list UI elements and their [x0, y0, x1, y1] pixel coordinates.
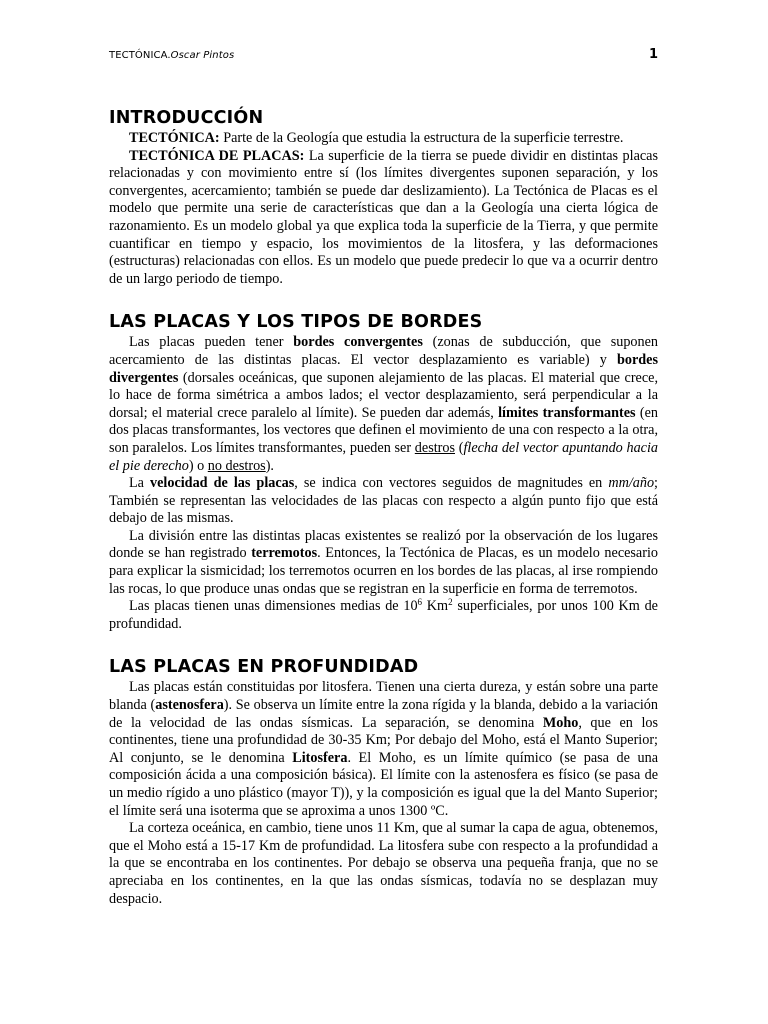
- term-bordes-convergentes: bordes convergentes: [293, 334, 423, 351]
- text-run: , que en los continentes, tiene una profundidad de 30-35 Km; Por debajo del Moho, está el Manto Superior; Al conjunto, se le denomina: [109, 714, 658, 766]
- section-heading-profundidad: LAS PLACAS EN PROFUNDIDAD: [109, 657, 419, 678]
- running-title: [109, 50, 234, 61]
- paragraph-text: Parte de la Geología que estudia la estructura de la superficie terrestre.: [219, 130, 624, 146]
- term-moho: Moho: [542, 714, 579, 731]
- text-run: La división entre las distintas placas existentes se realizó por la observación de los lugares donde se han registrado: [109, 527, 658, 562]
- text-run: (dorsales oceánicas, que suponen alejamiento de las placas. El material que crece, lo hace de forma simétrica a ambos lados; el vector desplazamiento, será perpendicular a la dorsal; el material crece paralelo al límite). Se pueden dar además,: [109, 369, 658, 421]
- text-run: La: [129, 475, 151, 492]
- term-terremotos: terremotos: [251, 545, 318, 562]
- text-run: (en dos placas transformantes, los vectores que definen el movimiento de una con respecto a la otra, son paralelos. Los límites transformantes, pueden ser: [109, 404, 658, 456]
- term-no-destros: no destros: [207, 457, 266, 474]
- paragraph-text: La superficie de la tierra se puede dividir en distintas placas relacionadas y con movimiento entre sí (los límites divergentes suponen separación, y los convergentes, acercamiento; también se puede dar deslizamiento). La Tectónica de Placas es el modelo que permite una serie de características que dan a la Geología una cierta lógica de razonamiento. Es un modelo global ya que explica toda la superficie de la Tierra, y que permite cuantificar en tiempo y espacio, los movimientos de la litosfera, y las deformaciones (estructuras) relacionadas con ellos. Es un modelo que puede predecir lo que va a ocurrir dentro de un largo periodo de tiempo.: [109, 147, 658, 287]
- term-limites-transformantes: límites transformantes: [498, 404, 636, 421]
- text-run: (zonas de subducción, que suponen acercamiento de las distintas placas. El vector desplazamiento es variable) y: [109, 334, 658, 368]
- header-author: Oscar Pintos: [170, 50, 235, 61]
- text-run: . Entonces, la Tectónica de Placas, es un modelo necesario para explicar la sismicidad; los terremotos ocurren en los bordes de las placas, al irse rompiendo las rocas, lo que produce unas ondas que se registran en la superficie en forma de terremotos.: [109, 545, 658, 597]
- text-run: superficiales, por unos 100 Km de profundidad.: [109, 598, 658, 632]
- header-title: TECTÓNICA.: [109, 50, 171, 61]
- paragraph-litosfera: [109, 679, 658, 820]
- term-tectonica-de-placas: TECTÓNICA DE PLACAS:: [129, 147, 305, 164]
- superscript-exponent: 2: [448, 597, 453, 608]
- italic-note: flecha del vector apuntando hacia el pie derecho: [109, 439, 658, 474]
- page-header: [109, 47, 658, 62]
- page-number: 1: [648, 47, 658, 62]
- paragraph-dimensiones: [109, 598, 658, 633]
- term-velocidad-placas: velocidad de las placas: [150, 475, 295, 492]
- text-run: ) o: [188, 457, 208, 474]
- term-astenosfera: astenosfera: [155, 697, 224, 714]
- term-destros: destros: [414, 439, 455, 456]
- paragraph-tectonica-de-placas: [109, 148, 658, 289]
- term-tectonica: TECTÓNICA:: [129, 130, 220, 146]
- text-run: Km: [422, 598, 449, 615]
- section-heading-bordes: LAS PLACAS Y LOS TIPOS DE BORDES: [109, 312, 483, 333]
- text-run: . El Moho, es un límite químico (se pasa de una composición ácida a una composición básica). El límite con la astenosfera es físico (se pasa de un medio rígido a uno plástico (mayor T)), y la composición es igual que la del Manto Superior; el límite será una isoterma que se aproxima a unos 1300 ºC.: [109, 749, 659, 819]
- text-run: ; También se representan las velocidades de las placas con respecto a algún punto fijo que está debajo de las mismas.: [109, 475, 658, 527]
- document-body: [109, 106, 658, 908]
- text-run: La corteza oceánica, en cambio, tiene unos 11 Km, que al sumar la capa de agua, obtenemos, que el Moho está a 15-17 Km de profundidad. La litosfera sube con respecto a la profundidad a la que se encontraba en los continentes. Por debajo se observa una pequeña franja, que no se apreciaba en los continentes, en la que las ondas sísmicas, todavía no se desplazan muy despacio.: [109, 820, 658, 907]
- text-run: ). Se observa un límite entre la zona rígida y la blanda, debido a la variación de la velocidad de las ondas sísmicas. La separación, se denomina: [109, 697, 658, 731]
- text-run: ).: [265, 457, 274, 474]
- paragraph-velocidad-placas: [109, 475, 658, 528]
- paragraph-tectonica-definition: [109, 130, 658, 148]
- text-run: Las placas pueden tener: [129, 334, 294, 351]
- text-run: Las placas tienen unas dimensiones medias de 10: [129, 598, 418, 615]
- unit-mm-ano: mm/año: [608, 475, 655, 492]
- section-heading-introduccion: INTRODUCCIÓN: [109, 108, 264, 128]
- superscript-exponent: 6: [417, 597, 423, 608]
- text-run: , se indica con vectores seguidos de magnitudes en: [294, 475, 609, 492]
- text-run: Las placas están constituidas por litosfera. Tienen una cierta dureza, y están sobre una parte blanda (: [109, 679, 658, 714]
- paragraph-terremotos: [109, 528, 658, 598]
- term-litosfera: Litosfera: [292, 749, 348, 766]
- term-bordes-divergentes: bordes divergentes: [109, 351, 658, 386]
- text-run: (: [455, 439, 464, 456]
- paragraph-corteza-oceanica: [109, 820, 658, 908]
- paragraph-tipos-bordes: [109, 334, 658, 475]
